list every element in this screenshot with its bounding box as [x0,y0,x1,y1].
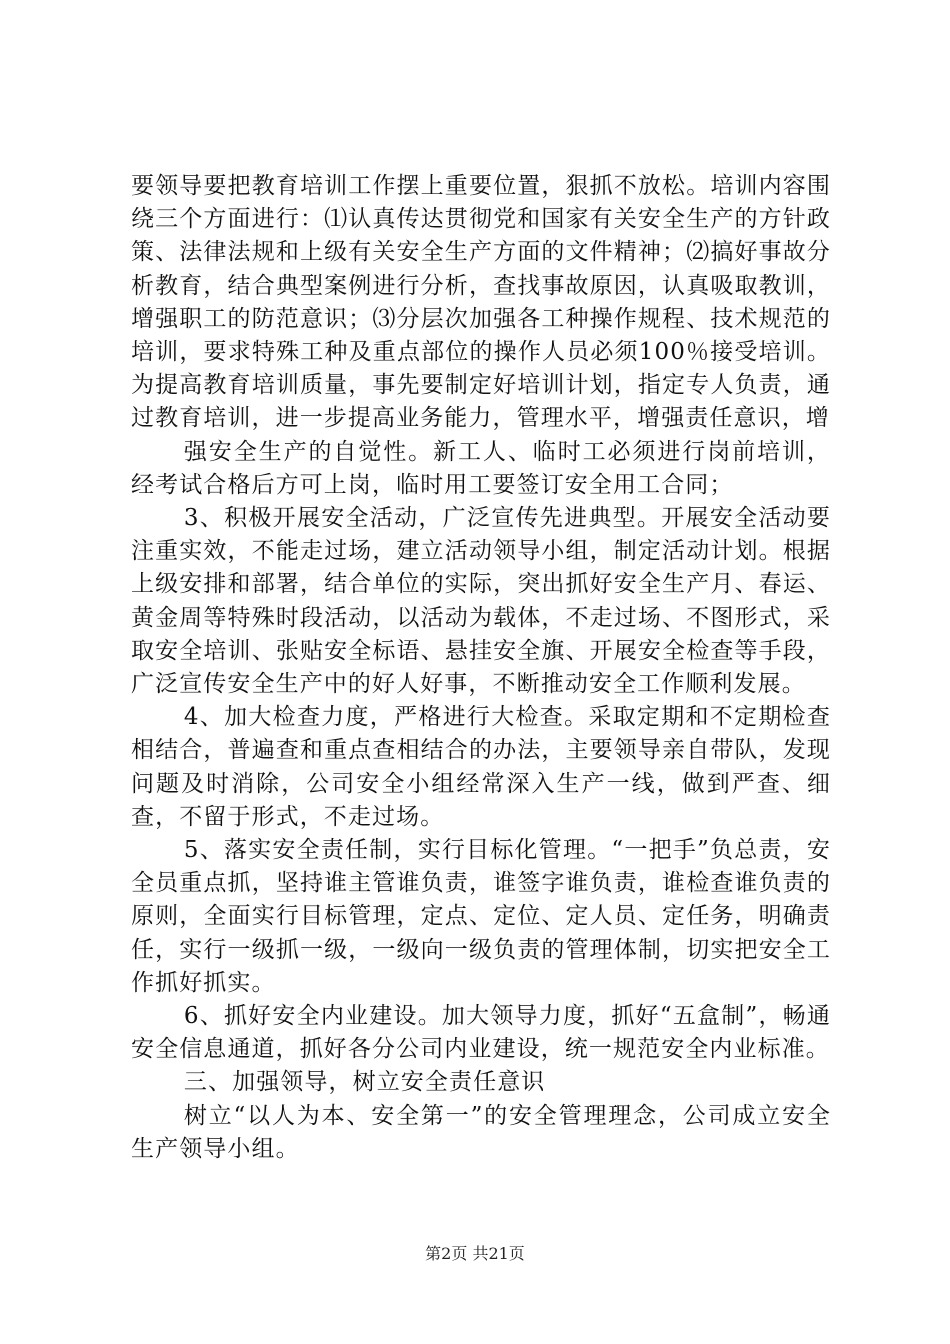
section-heading-leadership: 三、加强领导，树立安全责任意识 [183,1069,546,1096]
paragraph-internal-construction: 6、抓好安全内业建设。加大领导力度，抓好“五盒制”，畅通安全信息通道，抓好各分公司内业建设，统一规范安全内业标准。 [131,1003,831,1063]
page-number-label: 第2页 共21页 [425,1244,525,1263]
paragraph-training-content: 要领导要把教育培训工作摆上重要位置，狠抓不放松。培训内容围绕三个方面进行：⑴认真传达贯彻党和国家有关安全生产的方针政策、法律法规和上级有关安全生产方面的文件精神；⑵搞好事故分析教育，结合典型案例进行分析，查找事故原因，认真吸取教训，增强职工的防范意识；⑶分层次加强各工种操作规程、技术规范的培训，要求特殊工种及重点部位的操作人员必须100％接受培训。为提高教育培训质量，事先要制定好培训计划，指定专人负责，通过教育培训，进一步提高业务能力，管理水平，增强责任意识，增 [131,173,831,432]
paragraph-inspection: 4、加大检查力度，严格进行大检查。采取定期和不定期检查相结合，普遍查和重点查相结合的办法，主要领导亲自带队，发现问题及时消除，公司安全小组经常深入生产一线，做到严查、细查，不留于形式，不走过场。 [131,704,831,830]
paragraph-responsibility-system: 5、落实安全责任制，实行目标化管理。“一把手”负总责，安全员重点抓，坚持谁主管谁负责，谁签字谁负责，谁检查谁负责的原则，全面实行目标管理，定点、定位、定人员、定任务，明确责任，实行一级抓一级，一级向一级负责的管理体制，切实把安全工作抓好抓实。 [131,837,831,996]
paragraph-safety-awareness: 强安全生产的自觉性。新工人、临时工必须进行岗前培训，经考试合格后方可上岗，临时用工要签订安全用工合同； [131,438,831,498]
document-body [131,170,831,1166]
paragraph-management-concept: 树立“以人为本、安全第一”的安全管理理念，公司成立安全生产领导小组。 [131,1102,831,1162]
page-footer [0,1244,950,1264]
paragraph-safety-activities: 3、积极开展安全活动，广泛宣传先进典型。开展安全活动要注重实效，不能走过场，建立活动领导小组，制定活动计划。根据上级安排和部署，结合单位的实际，突出抓好安全生产月、春运、黄金周等特殊时段活动，以活动为载体，不走过场、不图形式，采取安全培训、张贴安全标语、悬挂安全旗、开展安全检查等手段，广泛宣传安全生产中的好人好事，不断推动安全工作顺利发展。 [131,505,831,698]
